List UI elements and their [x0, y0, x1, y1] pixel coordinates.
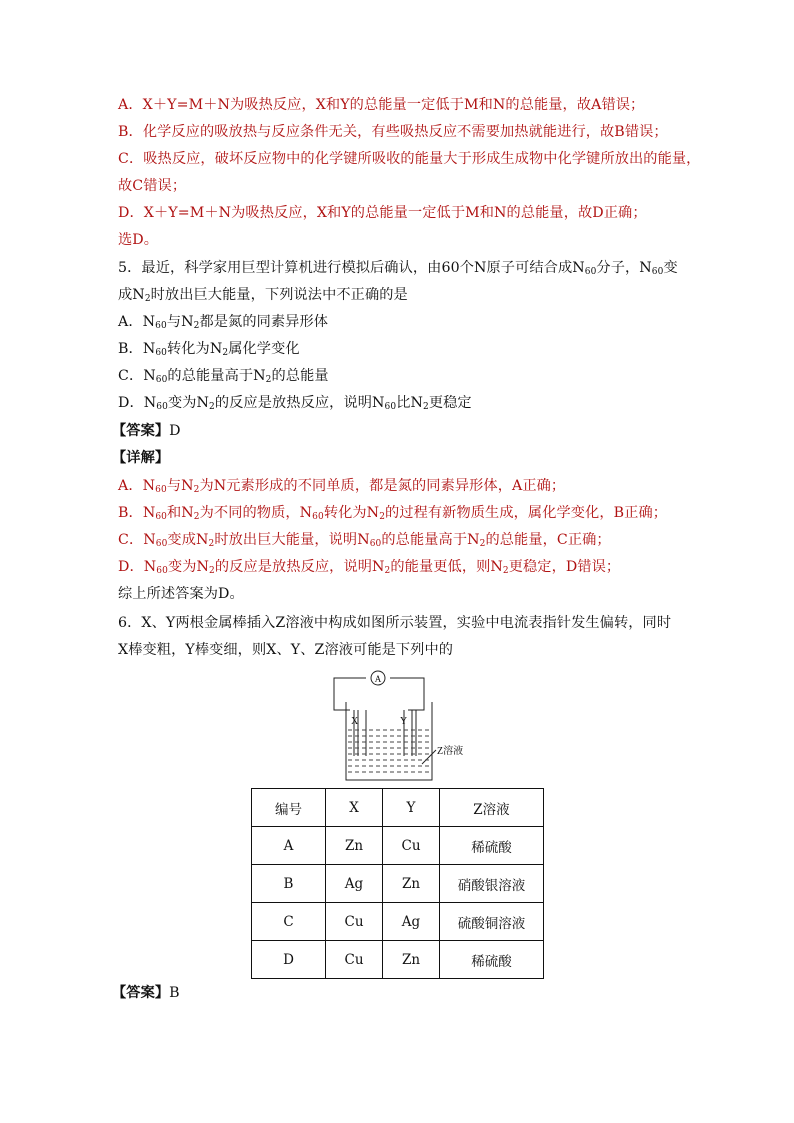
table-cell: B	[252, 865, 326, 903]
q6-stem-line1: 6．X、Y两根金属棒插入Z溶液中构成如图所示装置，实验中电流表指针发生偏转，同时	[118, 615, 672, 631]
ammeter-label: A	[374, 674, 382, 684]
table-header-cell: Z溶液	[440, 789, 544, 827]
table-row	[252, 903, 544, 941]
table-cell: Cu	[383, 827, 440, 865]
answer-label: 【答案】	[112, 423, 170, 439]
q6-stem-line2: X棒变粗，Y棒变细，则X、Y、Z溶液可能是下列中的	[118, 642, 454, 658]
q5-explanation-a: A．$N_{60}$与$N_2$为N元素形成的不同单质，都是氮的同素异形体，A正确；	[118, 478, 566, 495]
prev-explanation-a: A．X＋Y=M＋N为吸热反应，X和Y的总能量一定低于M和N的总能量，故A错误；	[118, 97, 645, 113]
prev-explanation-b: B．化学反应的吸放热与反应条件无关，有些吸热反应不需要加热就能进行，故B错误；	[118, 124, 668, 140]
q5-option-c: C．$N_{60}$的总能量高于$N_2$的总能量	[118, 368, 329, 385]
q5-answer	[112, 421, 181, 441]
q6-answer	[112, 983, 180, 1003]
q5-stem-line2: 成$N_2$时放出巨大能量，下列说法中不正确的是	[118, 287, 408, 304]
table-cell: C	[252, 903, 326, 941]
table-cell: 稀硫酸	[440, 941, 544, 979]
table-row	[252, 827, 544, 865]
table-cell: 稀硫酸	[440, 827, 544, 865]
table-cell: Cu	[326, 903, 383, 941]
table-header-cell: Y	[383, 789, 440, 827]
q5-explanation-c: C．$N_{60}$变成$N_2$时放出巨大能量，说明$N_{60}$的总能量高于$N_2$的总能量，C正确；	[118, 532, 611, 549]
table-row	[252, 941, 544, 979]
prev-explanation-d: D．X＋Y=M＋N为吸热反应，X和Y的总能量一定低于M和N的总能量，故D正确；	[118, 205, 647, 221]
prev-explanation-c-line2: 故C错误；	[118, 178, 187, 194]
table-row	[252, 865, 544, 903]
q5-explanation-b: B．$N_{60}$和$N_2$为不同的物质，$N_{60}$转化为$N_2$的过程有新物质生成，属化学变化，B正确；	[118, 505, 668, 522]
answer-value: B	[169, 985, 180, 1001]
q5-explanation-d: D．$N_{60}$变为$N_2$的反应是放热反应，说明$N_2$的能量更低，则$N_2$更稳定，D错误；	[118, 559, 621, 576]
q5-detail-label: 【详解】	[112, 450, 170, 466]
table-cell: 硫酸铜溶液	[440, 903, 544, 941]
rod-y-label: Y	[400, 716, 408, 727]
q5-stem-line1: 5．最近，科学家用巨型计算机进行模拟后确认，由60个N原子可结合成$N_{60}$分子，$N_{60}$变	[118, 260, 678, 277]
table-cell: Ag	[383, 903, 440, 941]
table-cell: Zn	[383, 865, 440, 903]
rod-x-label: X	[351, 716, 359, 727]
table-header-row	[252, 789, 544, 827]
table-cell: A	[252, 827, 326, 865]
table-cell: Zn	[383, 941, 440, 979]
q6-options-table	[251, 788, 544, 979]
q5-option-b: B．$N_{60}$转化为$N_2$属化学变化	[118, 341, 300, 358]
prev-explanation-conclusion: 选D。	[118, 232, 159, 248]
q5-option-d: D．$N_{60}$变为$N_2$的反应是放热反应，说明$N_{60}$比$N_2$更稳定	[118, 395, 472, 412]
table-cell: 硝酸银溶液	[440, 865, 544, 903]
table-cell: Zn	[326, 827, 383, 865]
solution-label: Z溶液	[437, 746, 464, 757]
answer-label: 【答案】	[112, 985, 170, 1001]
answer-value: D	[169, 423, 181, 439]
table-cell: Ag	[326, 865, 383, 903]
table-cell: Cu	[326, 941, 383, 979]
table-header-cell: 编号	[252, 789, 326, 827]
galvanic-cell-figure	[330, 668, 480, 784]
prev-explanation-c-line1: C．吸热反应，破坏反应物中的化学键所吸收的能量大于形成生成物中化学键所放出的能量，	[118, 151, 701, 167]
q5-option-a: A．$N_{60}$与$N_2$都是氮的同素异形体	[118, 314, 329, 331]
table-header-cell: X	[326, 789, 383, 827]
table-cell: D	[252, 941, 326, 979]
q5-summary: 综上所述答案为D。	[118, 586, 244, 602]
